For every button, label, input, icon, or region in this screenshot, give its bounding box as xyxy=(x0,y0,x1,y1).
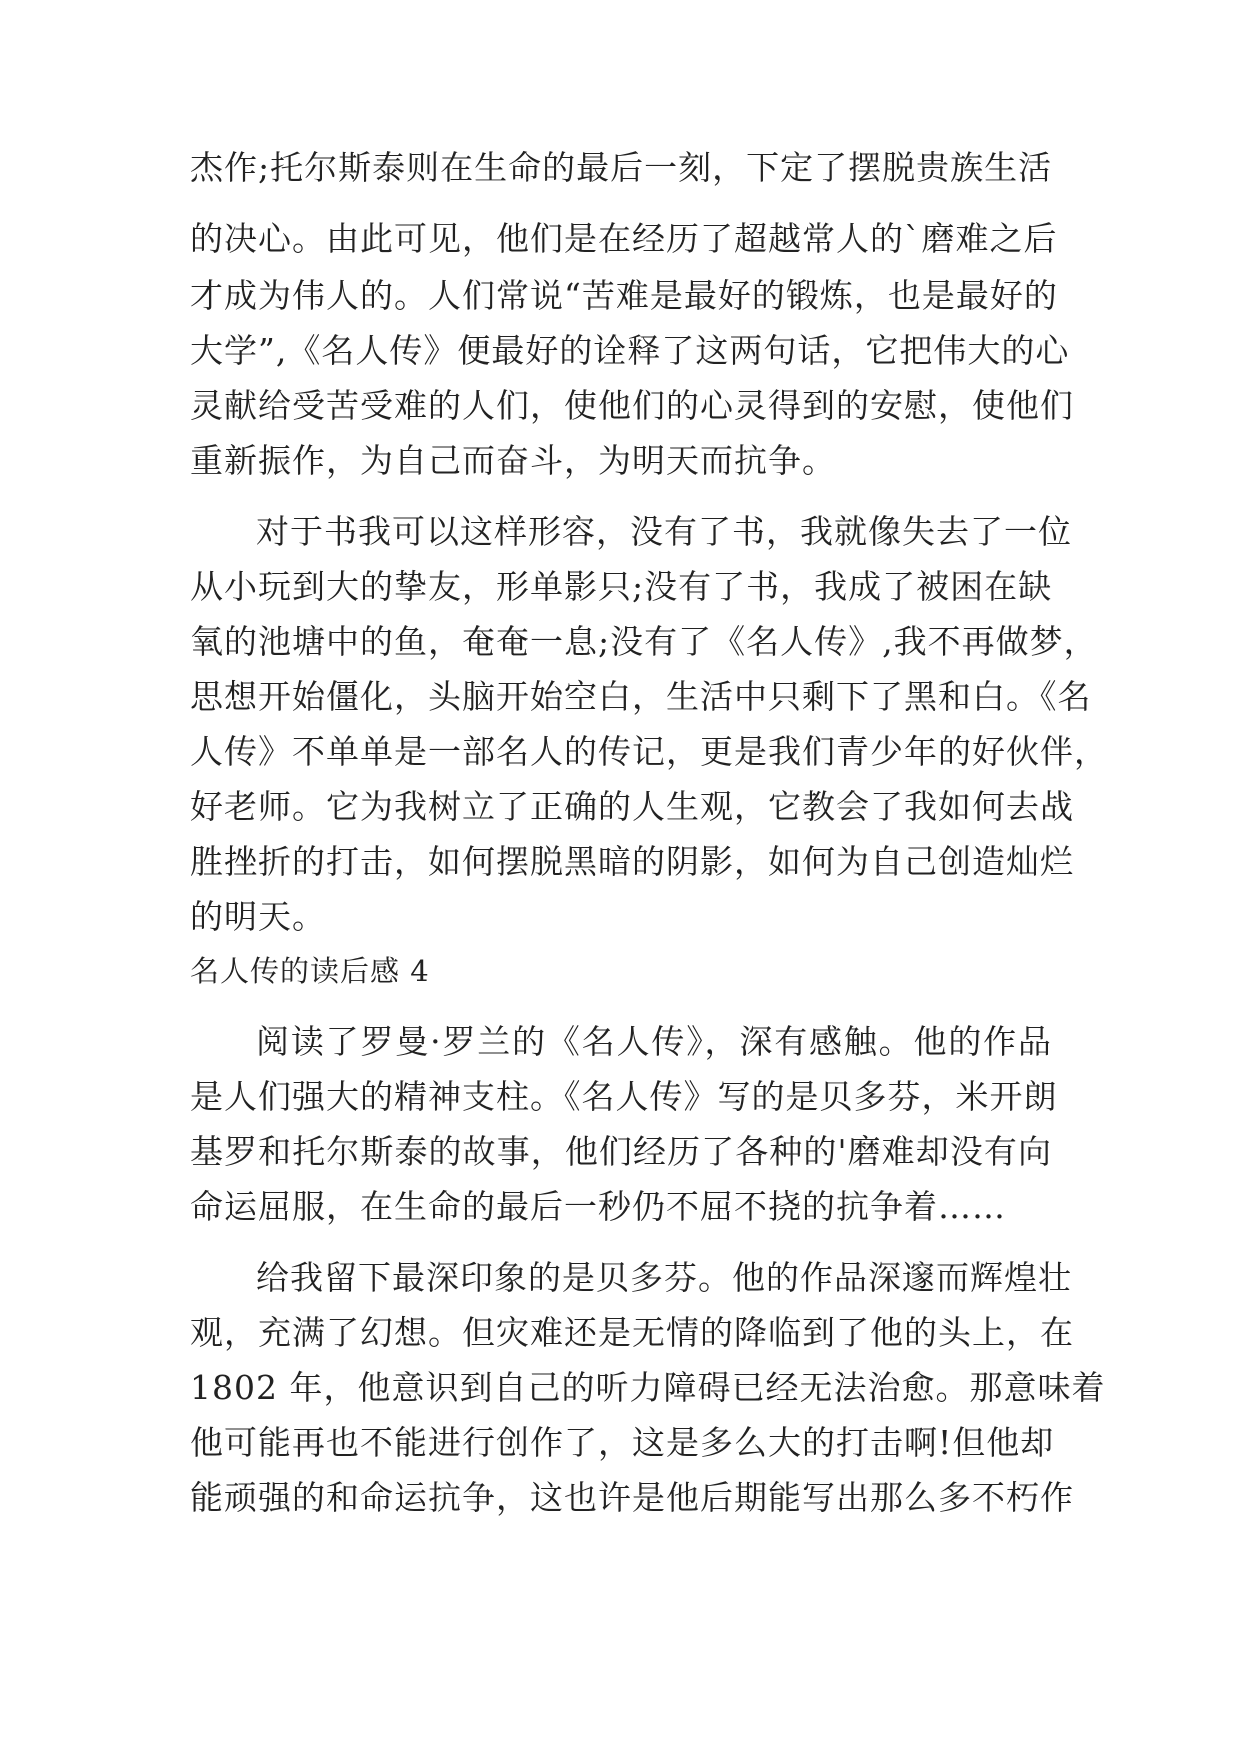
text-line: 才成为伟人的。人们常说“苦难是最好的锻炼，也是最好的 xyxy=(190,276,1058,315)
text-line: 阅读了罗曼·罗兰的《名人传》，深有感触。他的作品 xyxy=(256,1022,1052,1061)
text-line: 他可能再也不能进行创作了，这是多么大的打击啊!但他却 xyxy=(190,1423,1055,1462)
text-line: 从小玩到大的挚友，形单影只;没有了书，我成了被困在缺 xyxy=(190,567,1053,606)
text-line: 给我留下最深印象的是贝多芬。他的作品深邃而辉煌壮 xyxy=(256,1258,1072,1297)
text-line: 是人们强大的精神支柱。《名人传》写的是贝多芬，米开朗 xyxy=(190,1077,1058,1116)
section-heading: 名人传的读后感 4 xyxy=(190,954,430,988)
text-line: 1802 年，他意识到自己的听力障碍已经无法治愈。那意味着 xyxy=(190,1368,1106,1407)
text-line: 大学”,《名人传》便最好的诠释了这两句话，它把伟大的心 xyxy=(190,331,1070,370)
text-line: 氧的池塘中的鱼，奄奄一息;没有了《名人传》,我不再做梦， xyxy=(190,622,1098,661)
text-line: 灵献给受苦受难的人们，使他们的心灵得到的安慰，使他们 xyxy=(190,386,1074,425)
text-line: 基罗和托尔斯泰的故事，他们经历了各种的'磨难却没有向 xyxy=(190,1132,1052,1171)
text-line: 的明天。 xyxy=(190,897,326,936)
text-line: 能顽强的和命运抗争，这也许是他后期能写出那么多不朽作 xyxy=(190,1478,1074,1517)
text-line: 思想开始僵化，头脑开始空白，生活中只剩下了黑和白。《名 xyxy=(190,677,1092,716)
text-line: 好老师。它为我树立了正确的人生观，它教会了我如何去战 xyxy=(190,787,1074,826)
text-line: 命运屈服，在生命的最后一秒仍不屈不挠的抗争着…… xyxy=(190,1187,1006,1226)
text-line: 的决心。由此可见，他们是在经历了超越常人的`磨难之后 xyxy=(190,219,1058,258)
text-line: 杰作;托尔斯泰则在生命的最后一刻，下定了摆脱贵族生活 xyxy=(190,148,1053,187)
text-line: 胜挫折的打击，如何摆脱黑暗的阴影，如何为自己创造灿烂 xyxy=(190,842,1074,881)
text-line: 人传》不单单是一部名人的传记，更是我们青少年的好伙伴， xyxy=(190,732,1108,771)
text-line: 观，充满了幻想。但灾难还是无情的降临到了他的头上，在 xyxy=(190,1313,1074,1352)
text-line: 重新振作，为自己而奋斗，为明天而抗争。 xyxy=(190,441,836,480)
text-line: 对于书我可以这样形容，没有了书，我就像失去了一位 xyxy=(256,512,1072,551)
